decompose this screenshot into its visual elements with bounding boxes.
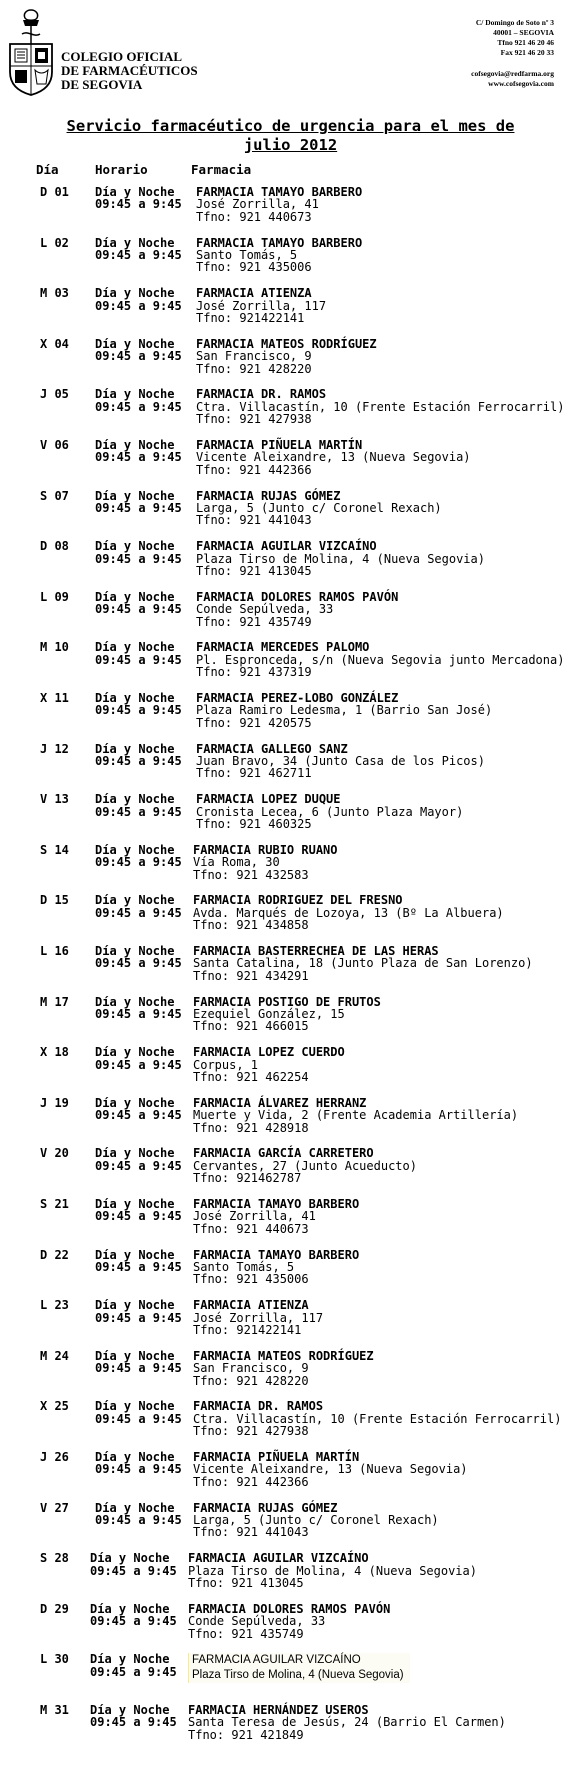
page-title: Servicio farmacéutico de urgencia para el mes de julio 2012: [66, 117, 515, 154]
hours-label: Día y Noche: [95, 1197, 175, 1211]
hours-range: 09:45 a 9:45: [90, 1563, 177, 1578]
pharmacy-address: Avda. Marqués de Lozoya, 13 (Bº La Albuera): [193, 905, 504, 920]
schedule-hours: [90, 1552, 177, 1577]
pharmacy-address: Vicente Aleixandre, 13 (Nueva Segovia): [193, 1462, 468, 1477]
org-name-line: COLEGIO OFICIAL: [61, 49, 182, 64]
pharmacy-address: Muerte y Vida, 2 (Frente Academia Artillería): [193, 1108, 519, 1123]
pharmacy-address: Santo Tomás, 5: [193, 1260, 295, 1274]
pharmacy-info: [193, 996, 381, 1033]
org-name-line: DE SEGOVIA: [61, 77, 143, 92]
schedule-hours: [95, 692, 182, 717]
hours-label: Día y Noche: [95, 539, 175, 554]
hours-label: Día y Noche: [95, 691, 175, 705]
hours-label: Día y Noche: [95, 994, 175, 1009]
day-label: D 08: [40, 539, 69, 554]
pharmacy-address: Plaza Ramiro Ledesma, 1 (Barrio San José): [196, 703, 493, 718]
pharmacy-phone: Tfno: 921 435006: [196, 260, 312, 275]
pharmacy-info: [188, 1552, 477, 1589]
pharmacy-phone: Tfno: 921 420575: [196, 715, 312, 730]
hours-label: Día y Noche: [95, 286, 175, 301]
schedule-hours: [95, 1147, 182, 1172]
pharmacy-phone: Tfno: 921 442366: [193, 1474, 309, 1489]
pharmacy-name: FARMACIA AGUILAR VIZCAÍNO: [192, 1654, 361, 1667]
pharmacy-info: [193, 1451, 468, 1488]
schedule-hours: [95, 591, 182, 616]
schedule-hours: [95, 1451, 182, 1476]
hours-range: 09:45 a 9:45: [90, 1614, 177, 1629]
column-header-farmacia: Farmacia: [191, 162, 252, 177]
pharmacy-phone: Tfno: 921 466015: [193, 1019, 309, 1034]
pharmacy-address: Corpus, 1: [193, 1057, 259, 1072]
pharmacy-address: Ctra. Villacastín, 10 (Frente Estación Ferrocarril): [193, 1411, 562, 1426]
pharmacy-address: Conde Sepúlveda, 33: [196, 602, 334, 617]
schedule-hours: [95, 287, 182, 312]
day-label: V 06: [40, 438, 69, 452]
pharmacy-address: Larga, 5 (Junto c/ Coronel Rexach): [193, 1513, 439, 1527]
pharmacy-name: FARMACIA MERCEDES PALOMO: [196, 640, 370, 655]
day-label: L 23: [40, 1298, 69, 1313]
pharmacy-phone: Tfno: 921 462254: [193, 1070, 309, 1084]
pharmacy-name: FARMACIA RUJAS GÓMEZ: [193, 1500, 338, 1515]
day-label: M 17: [40, 994, 69, 1009]
hours-range: 09:45 a 9:45: [95, 1513, 182, 1527]
hours-range: 09:45 a 9:45: [95, 804, 182, 819]
pharmacy-info: [196, 692, 492, 729]
pharmacy-phone: Tfno: 921 437319: [196, 665, 312, 680]
pharmacy-name: FARMACIA DOLORES RAMOS PAVÓN: [196, 589, 399, 604]
pharmacy-name: FARMACIA GALLEGO SANZ: [196, 741, 348, 756]
schedule-hours: [95, 439, 182, 464]
pharmacy-info: [196, 540, 485, 577]
pharmacy-address: Santa Catalina, 18 (Junto Plaza de San Lorenzo): [193, 956, 533, 971]
pharmacy-name: FARMACIA PEREZ-LOBO GONZÁLEZ: [196, 691, 399, 705]
website-link[interactable]: www.cofsegovia.com: [488, 79, 554, 88]
fax-line: Fax 921 46 20 33: [500, 48, 554, 57]
pharmacy-info: [193, 1400, 561, 1437]
pharmacy-phone: Tfno: 921 435749: [196, 614, 312, 629]
schedule-hours: [95, 945, 182, 970]
day-label: X 04: [40, 336, 69, 351]
schedule-hours: [95, 237, 182, 262]
hours-label: Día y Noche: [90, 1652, 170, 1667]
pharmacy-address: Santa Teresa de Jesús, 24 (Barrio El Carmen): [188, 1715, 506, 1730]
pharmacy-address: Pl. Espronceda, s/n (Nueva Segovia junto Mercadona): [196, 652, 565, 667]
pharmacy-address: Cronista Lecea, 6 (Junto Plaza Mayor): [196, 804, 464, 819]
pharmacy-address: Juan Bravo, 34 (Junto Casa de los Picos): [196, 754, 485, 768]
schedule-hours: [95, 894, 182, 919]
hours-label: Día y Noche: [95, 792, 175, 807]
hours-label: Día y Noche: [95, 1045, 175, 1060]
contact-block: [471, 18, 554, 89]
pharmacy-name: FARMACIA MATEOS RODRÍGUEZ: [196, 336, 377, 351]
hours-range: 09:45 a 9:45: [95, 956, 182, 971]
hours-label: Día y Noche: [95, 842, 175, 857]
schedule-hours: [95, 1046, 182, 1071]
hours-label: Día y Noche: [95, 1146, 175, 1161]
hours-label: Día y Noche: [95, 1348, 175, 1363]
hours-range: 09:45 a 9:45: [95, 248, 182, 262]
hours-range: 09:45 a 9:45: [95, 1260, 182, 1274]
day-label: D 01: [40, 185, 69, 199]
hours-label: Día y Noche: [95, 488, 175, 503]
hours-range: 09:45 a 9:45: [95, 602, 182, 617]
pharmacy-name: FARMACIA TAMAYO BARBERO: [193, 1197, 360, 1211]
pharmacy-phone: Tfno: 921 428220: [196, 361, 312, 376]
hours-range: 09:45 a 9:45: [95, 855, 182, 870]
pharmacy-address: Conde Sepúlveda, 33: [188, 1614, 326, 1629]
pharmacy-phone: Tfno: 921 427938: [196, 412, 312, 427]
hours-range: 09:45 a 9:45: [95, 1057, 182, 1072]
hours-range: 09:45 a 9:45: [95, 1209, 182, 1224]
day-label: S 21: [40, 1197, 69, 1211]
hours-label: Día y Noche: [95, 438, 175, 452]
pharmacy-name: FARMACIA PIÑUELA MARTÍN: [196, 438, 363, 452]
hours-label: Día y Noche: [95, 1450, 175, 1464]
hours-label: Día y Noche: [95, 235, 175, 250]
hours-range: 09:45 a 9:45: [95, 501, 182, 515]
pharmacy-name: FARMACIA ATIENZA: [193, 1298, 309, 1313]
day-label: S 07: [40, 488, 69, 503]
pharmacy-address: Larga, 5 (Junto c/ Coronel Rexach): [196, 501, 442, 515]
pharmacy-phone: Tfno: 921 413045: [196, 564, 312, 578]
schedule-hours: [95, 490, 182, 515]
hours-label: Día y Noche: [95, 1399, 175, 1414]
schedule-hours: [90, 1653, 177, 1678]
pharmacy-name: FARMACIA TAMAYO BARBERO: [193, 1247, 360, 1262]
letterhead: [0, 0, 581, 105]
day-label: L 02: [40, 235, 69, 250]
pharmacy-info: [196, 287, 326, 324]
phone-line: Tfno 921 46 20 46: [497, 38, 554, 47]
pharmacy-name: FARMACIA AGUILAR VIZCAÍNO: [196, 539, 377, 554]
pharmacy-phone: Tfno: 921 460325: [196, 817, 312, 831]
pharmacy-info: [193, 1147, 417, 1184]
pharmacy-phone: Tfno: 921422141: [196, 311, 305, 325]
schedule-hours: [95, 743, 182, 768]
day-label: X 25: [40, 1399, 69, 1414]
pharmacy-name: FARMACIA LOPEZ DUQUE: [196, 792, 341, 807]
pharmacy-info: [196, 338, 377, 375]
hours-range: 09:45 a 9:45: [95, 197, 182, 212]
pharmacy-info: [193, 1046, 345, 1083]
day-label: J 05: [40, 387, 69, 402]
hours-label: Día y Noche: [90, 1551, 170, 1566]
day-label: M 31: [40, 1703, 69, 1717]
hours-label: Día y Noche: [95, 336, 175, 351]
day-label: D 22: [40, 1247, 69, 1262]
hours-label: Día y Noche: [95, 1500, 175, 1515]
organization-name: [61, 50, 198, 92]
hours-range: 09:45 a 9:45: [95, 1361, 182, 1376]
schedule-hours: [95, 793, 182, 818]
pharmacy-address: San Francisco, 9: [196, 349, 312, 364]
hours-range: 09:45 a 9:45: [95, 754, 182, 768]
pharmacy-name: FARMACIA TAMAYO BARBERO: [196, 185, 363, 199]
pharmacy-info: [196, 641, 564, 678]
schedule-hours: [90, 1704, 177, 1729]
pharmacy-phone: Tfno: 921 435006: [193, 1272, 309, 1287]
day-label: S 28: [40, 1551, 69, 1566]
pharmacy-name: FARMACIA RUBIO RUANO: [193, 842, 338, 857]
pharmacy-address: José Zorrilla, 41: [193, 1209, 316, 1224]
schedule-hours: [95, 338, 182, 363]
pharmacy-info: [193, 1249, 359, 1286]
address-line: C/ Domingo de Soto nº 3: [475, 18, 554, 27]
day-label: D 29: [40, 1601, 69, 1616]
pharmacy-phone: Tfno: 921462787: [193, 1171, 302, 1186]
schedule-hours: [95, 844, 182, 869]
hours-label: Día y Noche: [90, 1601, 170, 1616]
hours-label: Día y Noche: [95, 944, 175, 958]
schedule-hours: [95, 1249, 182, 1274]
email-link[interactable]: cofsegovia@redfarma.org: [471, 69, 554, 78]
column-header-horario: Horario: [95, 162, 148, 177]
hours-range: 09:45 a 9:45: [95, 1310, 182, 1325]
column-header-dia: Día: [36, 162, 59, 177]
day-label: V 13: [40, 792, 69, 807]
hours-label: Día y Noche: [95, 1095, 175, 1110]
pharmacy-phone: Tfno: 921 440673: [193, 1221, 309, 1236]
hours-range: 09:45 a 9:45: [95, 703, 182, 718]
pharmacy-name: FARMACIA DR. RAMOS: [196, 387, 327, 402]
pharmacy-address: Ctra. Villacastín, 10 (Frente Estación Ferrocarril): [196, 399, 565, 414]
pharmacy-address: Plaza Tirso de Molina, 4 (Nueva Segovia): [196, 551, 485, 566]
pharmacy-address: José Zorrilla, 117: [196, 298, 327, 313]
pharmacy-info: [196, 591, 398, 628]
pharmacy-phone: Tfno: 921422141: [193, 1323, 302, 1337]
pharmacy-info: [193, 1502, 439, 1539]
pharmacy-phone: Tfno: 921 434291: [193, 968, 309, 983]
pharmacy-address: Santo Tomás, 5: [196, 248, 298, 262]
pharmacy-name: FARMACIA GARCÍA CARRETERO: [193, 1146, 374, 1161]
pharmacy-address: San Francisco, 9: [193, 1361, 309, 1376]
pharmacy-info: [193, 1198, 359, 1235]
college-crest-icon: [6, 8, 56, 96]
day-label: D 15: [40, 893, 69, 908]
day-label: M 03: [40, 286, 69, 301]
schedule-hours: [95, 1097, 182, 1122]
day-label: L 30: [40, 1652, 69, 1667]
pharmacy-address: Cervantes, 27 (Junto Acueducto): [193, 1158, 417, 1173]
pharmacy-address: Ezequiel González, 15: [193, 1007, 345, 1021]
pharmacy-phone: Tfno: 921 432583: [193, 867, 309, 882]
schedule-hours: [95, 1400, 182, 1425]
hours-label: Día y Noche: [90, 1703, 170, 1717]
schedule-hours: [95, 186, 182, 211]
day-label: L 16: [40, 944, 69, 958]
hours-range: 09:45 a 9:45: [95, 905, 182, 920]
hours-range: 09:45 a 9:45: [95, 1108, 182, 1123]
pharmacy-phone: Tfno: 921 434858: [193, 918, 309, 933]
pharmacy-name: FARMACIA AGUILAR VIZCAÍNO: [188, 1551, 369, 1566]
pharmacy-phone: Tfno: 921 413045: [188, 1576, 304, 1590]
pharmacy-info: [193, 1097, 518, 1134]
day-label: J 19: [40, 1095, 69, 1110]
schedule-hours: [95, 1350, 182, 1375]
pharmacy-info: [188, 1603, 390, 1640]
pharmacy-info: [193, 1350, 374, 1387]
hours-label: Día y Noche: [95, 741, 175, 756]
day-label: M 10: [40, 640, 69, 655]
schedule-hours: [95, 388, 182, 413]
pharmacy-name: FARMACIA ÁLVAREZ HERRANZ: [193, 1095, 367, 1110]
pharmacy-info: [196, 743, 485, 780]
hours-label: Día y Noche: [95, 387, 175, 402]
pharmacy-phone: Tfno: 921 441043: [193, 1525, 309, 1540]
day-label: V 27: [40, 1500, 69, 1515]
hours-label: Día y Noche: [95, 1247, 175, 1262]
day-label: J 12: [40, 741, 69, 756]
schedule-hours: [90, 1603, 177, 1628]
schedule-hours: [95, 996, 182, 1021]
schedule-hours: [95, 1299, 182, 1324]
pharmacy-name: FARMACIA HERNÁNDEZ USEROS: [188, 1703, 369, 1717]
pharmacy-name: FARMACIA DOLORES RAMOS PAVÓN: [188, 1601, 391, 1616]
pharmacy-info: [193, 844, 338, 881]
pharmacy-phone: Tfno: 921 427938: [193, 1424, 309, 1439]
pharmacy-phone: Tfno: 921 462711: [196, 766, 312, 781]
day-label: S 14: [40, 842, 69, 857]
pharmacy-info: [193, 945, 533, 982]
pharmacy-name: FARMACIA ATIENZA: [196, 286, 312, 301]
org-name-line: DE FARMACÉUTICOS: [61, 63, 198, 78]
schedule-hours: [95, 540, 182, 565]
hours-label: Día y Noche: [95, 1298, 175, 1313]
pharmacy-info: [196, 186, 362, 223]
pharmacy-name: FARMACIA RODRIGUEZ DEL FRESNO: [193, 893, 403, 908]
hours-label: Día y Noche: [95, 640, 175, 655]
pharmacy-name: FARMACIA LOPEZ CUERDO: [193, 1045, 345, 1060]
day-label: X 18: [40, 1045, 69, 1060]
day-label: X 11: [40, 691, 69, 705]
hours-range: 09:45 a 9:45: [95, 349, 182, 364]
hours-label: Día y Noche: [95, 185, 175, 199]
day-label: M 24: [40, 1348, 69, 1363]
pharmacy-address: Plaza Tirso de Molina, 4 (Nueva Segovia): [192, 1669, 404, 1682]
hours-range: 09:45 a 9:45: [95, 298, 182, 313]
pharmacy-address: José Zorrilla, 117: [193, 1310, 324, 1325]
pharmacy-name: FARMACIA BASTERRECHEA DE LAS HERAS: [193, 944, 439, 958]
pharmacy-info: [193, 894, 504, 931]
pharmacy-phone: Tfno: 921 428918: [193, 1120, 309, 1135]
schedule-hours: [95, 641, 182, 666]
pharmacy-phone: Tfno: 921 440673: [196, 209, 312, 224]
pharmacy-info: [196, 439, 471, 476]
schedule-hours: [95, 1502, 182, 1527]
hours-range: 09:45 a 9:45: [95, 1462, 182, 1477]
pharmacy-info: [188, 1704, 506, 1741]
pharmacy-name: FARMACIA TAMAYO BARBERO: [196, 235, 363, 250]
hours-range: 09:45 a 9:45: [95, 1411, 182, 1426]
pharmacy-info: [188, 1653, 410, 1683]
hours-range: 09:45 a 9:45: [95, 1007, 182, 1021]
pharmacy-name: FARMACIA MATEOS RODRÍGUEZ: [193, 1348, 374, 1363]
pharmacy-name: FARMACIA PIÑUELA MARTÍN: [193, 1450, 360, 1464]
pharmacy-info: [196, 388, 564, 425]
day-label: J 26: [40, 1450, 69, 1464]
hours-range: 09:45 a 9:45: [95, 652, 182, 667]
hours-range: 09:45 a 9:45: [95, 399, 182, 414]
pharmacy-info: [193, 1299, 323, 1336]
day-label: L 09: [40, 589, 69, 604]
hours-range: 09:45 a 9:45: [90, 1664, 177, 1679]
hours-range: 09:45 a 9:45: [90, 1715, 177, 1730]
pharmacy-name: FARMACIA DR. RAMOS: [193, 1399, 324, 1414]
schedule-hours: [95, 1198, 182, 1223]
pharmacy-phone: Tfno: 921 421849: [188, 1727, 304, 1742]
pharmacy-address: Plaza Tirso de Molina, 4 (Nueva Segovia): [188, 1563, 477, 1578]
pharmacy-name: FARMACIA RUJAS GÓMEZ: [196, 488, 341, 503]
pharmacy-phone: Tfno: 921 428220: [193, 1373, 309, 1388]
pharmacy-phone: Tfno: 921 435749: [188, 1626, 304, 1641]
pharmacy-address: José Zorrilla, 41: [196, 197, 319, 212]
pharmacy-phone: Tfno: 921 441043: [196, 513, 312, 528]
pharmacy-address: Vía Roma, 30: [193, 855, 280, 870]
hours-range: 09:45 a 9:45: [95, 450, 182, 465]
pharmacy-info: [196, 237, 362, 274]
hours-range: 09:45 a 9:45: [95, 1158, 182, 1173]
city-line: 40001 – SEGOVIA: [493, 28, 554, 37]
pharmacy-info: [196, 490, 442, 527]
hours-label: Día y Noche: [95, 589, 175, 604]
day-label: V 20: [40, 1146, 69, 1161]
hours-label: Día y Noche: [95, 893, 175, 908]
pharmacy-address: Vicente Aleixandre, 13 (Nueva Segovia): [196, 450, 471, 465]
pharmacy-phone: Tfno: 921 442366: [196, 462, 312, 477]
pharmacy-name: FARMACIA POSTIGO DE FRUTOS: [193, 994, 381, 1009]
pharmacy-info: [196, 793, 463, 830]
hours-range: 09:45 a 9:45: [95, 551, 182, 566]
